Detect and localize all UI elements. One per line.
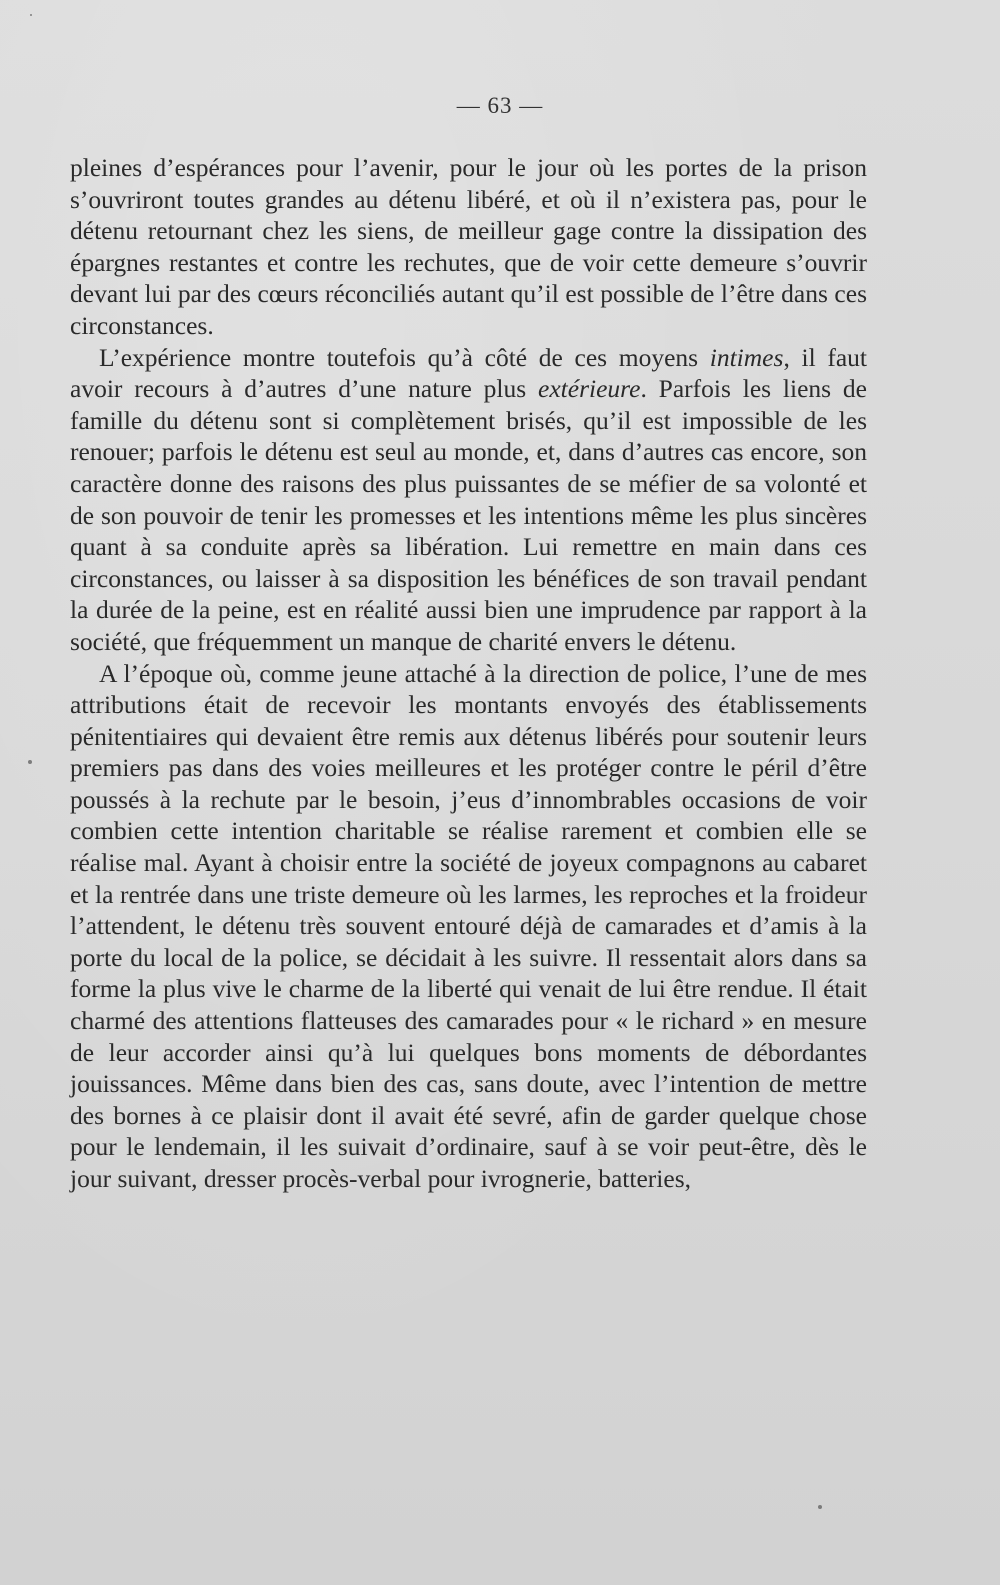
- paragraph-2-text-b: , il faut avoir recours à d’autres d’une nature plus: [70, 342, 867, 404]
- italic-word-exterieure: extérieure: [538, 374, 641, 404]
- paragraph-3: [70, 658, 867, 1195]
- body-text: [70, 152, 867, 1195]
- page-number: — 63 —: [456, 93, 544, 118]
- paper-speck: [28, 760, 32, 764]
- paragraph-2-text-a: L’expérience montre toutefois qu’à côté de ces moyens: [99, 342, 710, 372]
- paper-speck: [30, 14, 32, 16]
- paragraph-1: [70, 152, 867, 342]
- paragraph-2: [70, 342, 867, 658]
- italic-word-intimes: intimes: [709, 342, 784, 372]
- paper-speck: [818, 1505, 822, 1509]
- paragraph-3-text: A l’époque où, comme jeune attaché à la direction de police, l’une de mes attributions était de recevoir les montants envoyés des établissements pénitentiaires qui devaient être remis aux détenus libérés pour soutenir leurs premiers pas dans des voies meilleures et les protéger contre le péril d’être poussés à la rechute par le besoin, j’eus d’innombrables occasions de voir combien cette intention charitable se réalise rarement et combien elle se réalise mal. Ayant à choisir entre la société de joyeux compagnons au cabaret et la rentrée dans une triste demeure où les larmes, les reproches et la froideur l’attendent, le détenu très souvent entouré déjà de camarades et d’amis à la porte du local de la police, se décidait à les suivre. Il ressentait alors dans sa forme la plus vive le charme de la liberté qui venait de lui être rendue. Il était charmé des attentions flatteuses des camarades pour « le richard » en mesure de leur accorder ainsi qu’à lui quelques bons moments de débordantes jouissances. Même dans bien des cas, sans doute, avec l’intention de mettre des bornes à ce plaisir dont il avait été sevré, afin de garder quelque chose pour le lendemain, il les suivait d’ordinaire, sauf à se voir peut-être, dès le jour suivant, dresser procès-verbal pour ivrognerie, batteries,: [70, 658, 867, 1193]
- paragraph-1-text: pleines d’espérances pour l’avenir, pour le jour où les portes de la prison s’ouvriront toutes grandes au détenu libéré, et où il n’existera pas, pour le détenu retournant chez les siens, de meilleur gage contre la dissipation des épargnes restantes et contre les rechutes, que de voir cette demeure s’ouvrir devant lui par des cœurs réconciliés autant qu’il est possible de l’être dans ces circonstances.: [70, 153, 867, 340]
- paragraph-2-text-c: . Parfois les liens de famille du détenu sont si complètement brisés, qu’il est impossible de les renouer; parfois le détenu est seul au monde, et, dans d’autres cas encore, son caractère donne des raisons des plus puissantes de se méfier de sa volonté et de son pouvoir de tenir les promesses et les intentions même les plus sincères quant à sa conduite après sa libération. Lui remettre en main dans ces circonstances, ou laisser à sa disposition les bénéfices de son travail pendant la durée de la peine, est en réalité aussi bien une imprudence par rapport à la société, que fréquemment un manque de charité envers le détenu.: [70, 374, 867, 656]
